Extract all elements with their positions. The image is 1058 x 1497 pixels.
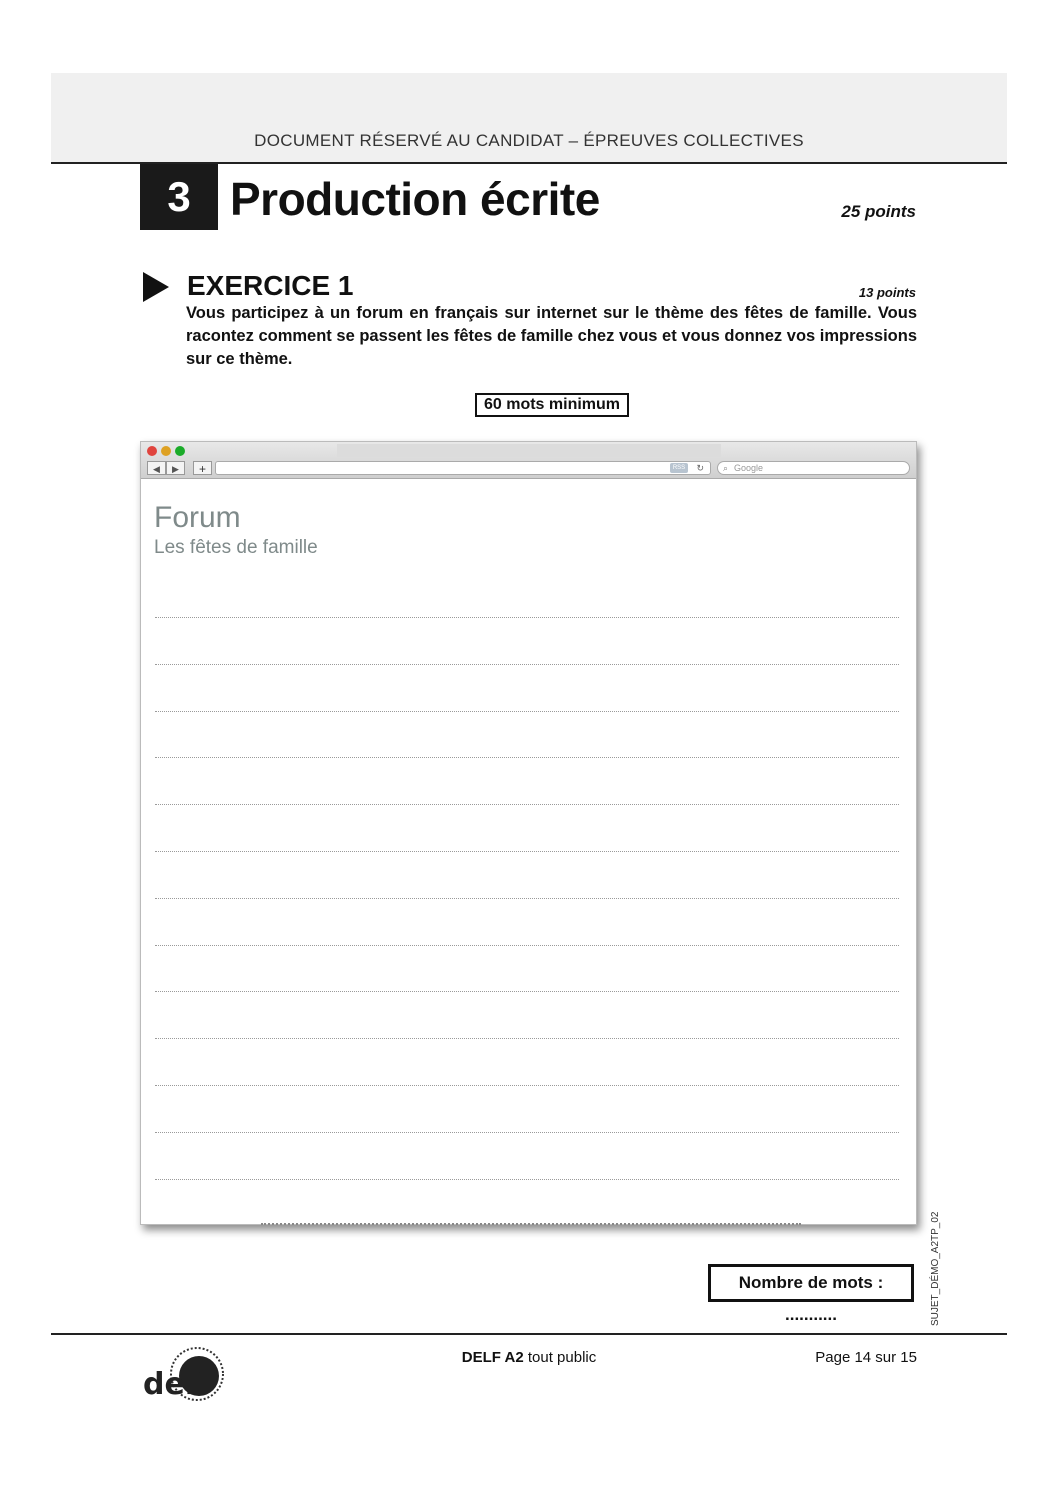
- exercise-title: EXERCICE 1: [187, 270, 354, 301]
- forum-title: Forum: [154, 501, 241, 534]
- exam-level: DELF A2: [461, 1349, 524, 1366]
- maximize-window-icon[interactable]: [175, 446, 185, 456]
- header-text: DOCUMENT RÉSERVÉ AU CANDIDAT – ÉPREUVES COLLECTIVES: [254, 131, 804, 150]
- writing-line[interactable]: [155, 1038, 899, 1039]
- section-points: 25 points: [841, 202, 916, 221]
- exam-audience: tout public: [523, 1349, 597, 1366]
- writing-line[interactable]: [155, 851, 899, 852]
- writing-line[interactable]: [155, 664, 899, 665]
- search-icon: ⌕: [723, 463, 729, 473]
- writing-line[interactable]: [155, 711, 899, 712]
- exercise-points: 13 points: [858, 285, 916, 300]
- rss-badge[interactable]: RSS: [670, 463, 688, 473]
- writing-line[interactable]: [155, 945, 899, 946]
- exercise-instructions: Vous participez à un forum en français sur internet sur le thème des fêtes de famille. Vous racontez comment se passent les fêtes de famille chez vous et vous donnez vos impressions sur ce thème.: [186, 304, 917, 368]
- writing-line[interactable]: [155, 991, 899, 992]
- search-input[interactable]: [717, 461, 910, 475]
- header-band: [51, 73, 1007, 164]
- forward-arrow-icon[interactable]: ▶: [166, 461, 185, 475]
- browser-toolbar: [141, 442, 916, 479]
- writing-line[interactable]: [155, 617, 899, 618]
- minimize-window-icon[interactable]: [161, 446, 171, 456]
- forum-subtitle: Les fêtes de famille: [154, 537, 318, 558]
- reload-icon[interactable]: ↻: [696, 463, 704, 473]
- document-reference: SUJET_DÉMO_A2TP_02: [930, 1211, 941, 1326]
- writing-line[interactable]: [155, 757, 899, 758]
- writing-line[interactable]: [155, 1132, 899, 1133]
- writing-line[interactable]: [155, 804, 899, 805]
- section-number: 3: [140, 164, 218, 230]
- new-tab-plus-icon[interactable]: +: [193, 461, 212, 475]
- word-count-box: Nombre de mots : ...........: [708, 1264, 914, 1302]
- exercise-arrow-icon: [143, 272, 169, 302]
- cut-line: [261, 1223, 801, 1225]
- tab-strip: [337, 444, 721, 457]
- min-words-box: 60 mots minimum: [475, 393, 629, 417]
- address-bar[interactable]: [215, 461, 711, 475]
- writing-line[interactable]: [155, 1179, 899, 1180]
- svg-text:delf: delf: [143, 1367, 209, 1402]
- writing-line[interactable]: [155, 898, 899, 899]
- footer-divider: [51, 1333, 1007, 1335]
- search-placeholder: Google: [734, 463, 764, 473]
- section-title: Production écrite: [230, 173, 600, 225]
- close-window-icon[interactable]: [147, 446, 157, 456]
- back-arrow-icon[interactable]: ◀: [147, 461, 166, 475]
- page-number: Page 14 sur 15: [815, 1349, 917, 1366]
- writing-line[interactable]: [155, 1085, 899, 1086]
- browser-window: [140, 441, 917, 1225]
